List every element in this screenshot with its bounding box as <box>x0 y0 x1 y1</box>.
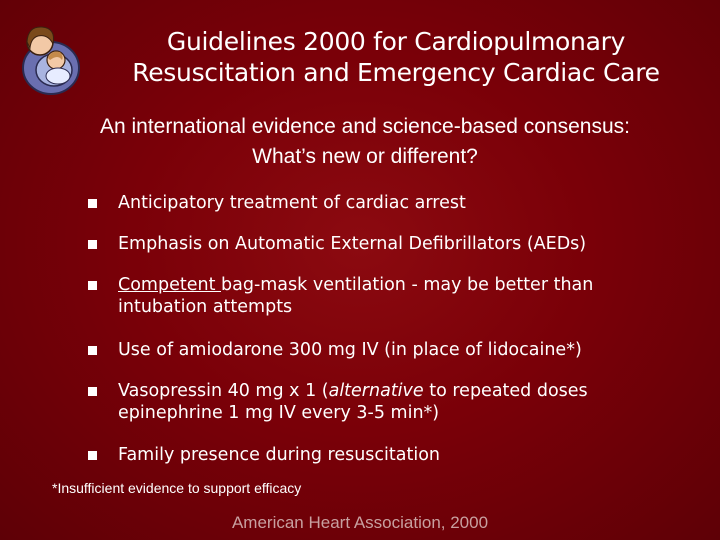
bullet-text-line-2: intubation attempts <box>118 297 293 317</box>
bullet-text <box>118 380 678 424</box>
bullet-text: Emphasis on Automatic External Defibrillators (AEDs) <box>118 234 587 254</box>
square-bullet-icon <box>88 387 97 396</box>
bullet-text-rest: bag-mask ventilation - may be better than <box>221 275 594 295</box>
square-bullet-icon <box>88 240 97 249</box>
bullet-text-post: to repeated doses <box>423 381 588 401</box>
bullet-text: Family presence during resuscitation <box>118 445 440 465</box>
square-bullet-icon <box>88 346 97 355</box>
italic-word: alternative <box>328 381 424 401</box>
subtitle-line-2: What’s new or different? <box>252 145 478 168</box>
bullet-text-line-2: epinephrine 1 mg IV every 3-5 min*) <box>118 403 440 423</box>
attribution: American Heart Association, 2000 <box>231 513 489 532</box>
title-line-1: Guidelines 2000 for Cardiopulmonary <box>166 27 626 56</box>
subtitle-line-1: An international evidence and science-based consensus: <box>99 115 630 138</box>
mother-and-child-logo-icon <box>18 20 84 96</box>
title-line-2: Resuscitation and Emergency Cardiac Care <box>132 58 660 87</box>
bullet-text <box>118 274 678 318</box>
square-bullet-icon <box>88 281 97 290</box>
square-bullet-icon <box>88 199 97 208</box>
bullet-text: Anticipatory treatment of cardiac arrest <box>118 193 466 213</box>
slide-subtitle <box>20 112 710 172</box>
square-bullet-icon <box>88 451 97 460</box>
slide-title <box>96 26 696 88</box>
underlined-word: Competent <box>118 275 221 295</box>
footnote: *Insufficient evidence to support efficacy <box>52 480 302 496</box>
bullet-text: Use of amiodarone 300 mg IV (in place of lidocaine*) <box>118 340 582 360</box>
bullet-text-pre: Vasopressin 40 mg x 1 ( <box>118 381 329 401</box>
